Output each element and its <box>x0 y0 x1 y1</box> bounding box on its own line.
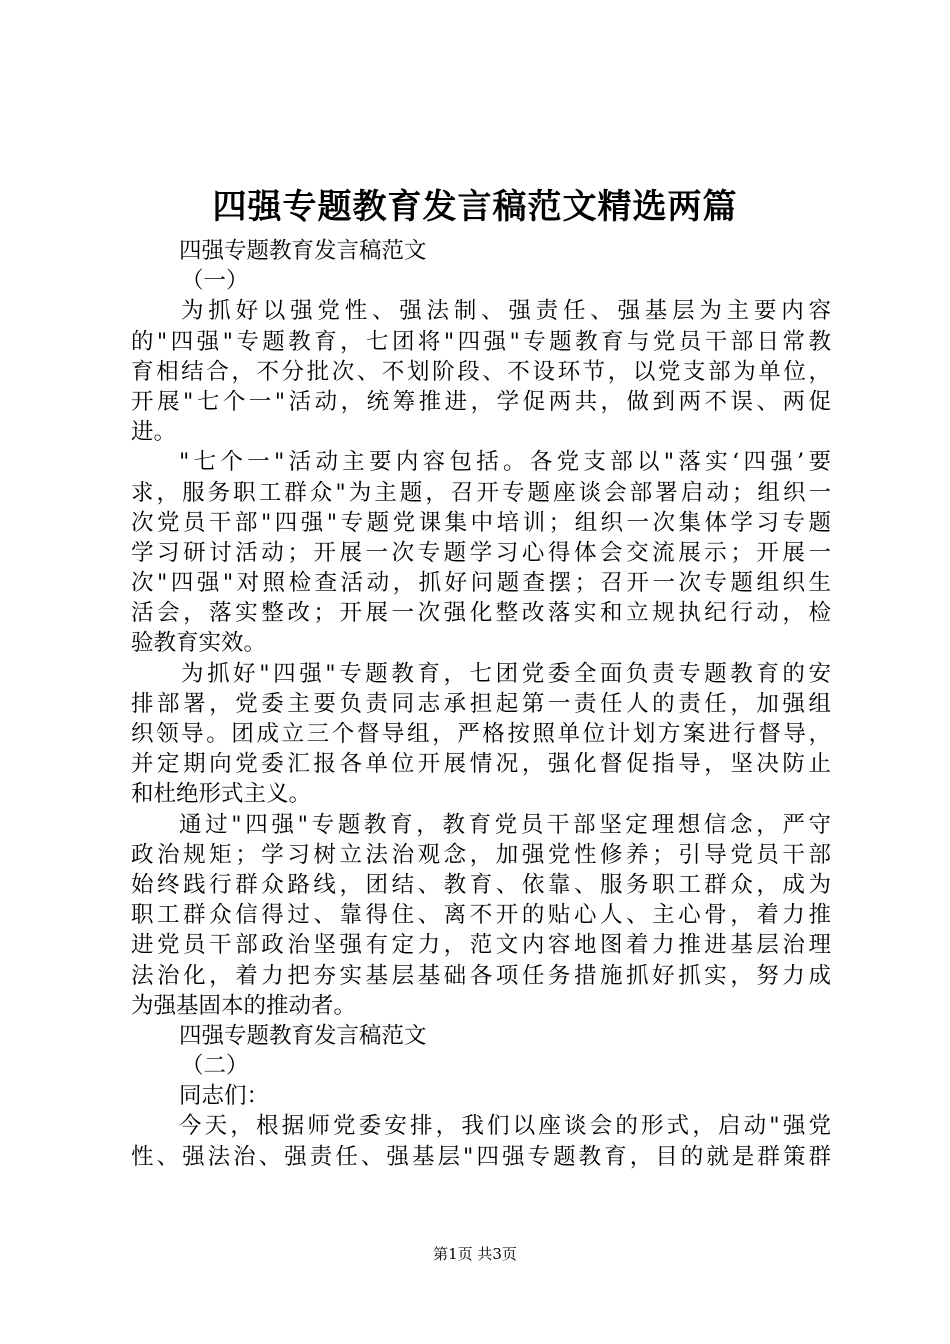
salutation: 同志们： <box>179 1083 270 1110</box>
text-line: 排部署，党委主要负责同志承担起第一责任人的责任，加强组 <box>131 690 831 717</box>
section-heading-1: 四强专题教育发言稿范文 <box>179 238 427 264</box>
text-line: 和杜绝形式主义。 <box>131 781 312 808</box>
text-line: 为抓好"四强"专题教育，七团党委全面负责专题教育的安 <box>181 660 831 687</box>
text-line: 政治规矩；学习树立法治观念，加强党性修养；引导党员干部 <box>131 841 831 868</box>
text-line: 职工群众信得过、靠得住、离不开的贴心人、主心骨，着力推 <box>131 902 831 929</box>
text-line: 织领导。团成立三个督导组，严格按照单位计划方案进行督导， <box>131 721 831 747</box>
text-line: 通过"四强"专题教育，教育党员干部坚定理想信念，严守 <box>179 811 831 838</box>
document-title: 四强专题教育发言稿范文精选两篇 <box>212 187 738 227</box>
section-number-1: （一） <box>181 268 249 295</box>
document-body <box>131 236 831 1172</box>
text-line: 的"四强"专题教育，七团将"四强"专题教育与党员干部日常教 <box>131 328 831 355</box>
text-line: 育相结合，不分批次、不划阶段、不设环节，以党支部为单位， <box>131 358 831 385</box>
text-line: 次党员干部"四强"专题党课集中培训；组织一次集体学习专题 <box>131 509 831 536</box>
text-line: 开展"七个一"活动，统筹推进，学促两共，做到两不误、两促 <box>131 388 831 415</box>
text-line: 进党员干部政治坚强有定力，范文内容地图着力推进基层治理 <box>131 932 831 959</box>
text-line: 验教育实效。 <box>131 630 267 657</box>
text-line: 始终践行群众路线，团结、教育、依靠、服务职工群众，成为 <box>131 871 831 898</box>
text-line: 为强基固本的推动者。 <box>131 992 357 1019</box>
text-line: 活会，落实整改；开展一次强化整改落实和立规执纪行动，检 <box>131 600 831 627</box>
text-line: 次"四强"对照检查活动，抓好问题查摆；召开一次专题组织生 <box>131 570 831 597</box>
section-number-2: （二） <box>181 1053 249 1080</box>
text-line: 并定期向党委汇报各单位开展情况，强化督促指导，坚决防止 <box>131 751 831 778</box>
text-line: 性、强法治、强责任、强基层"四强专题教育，目的就是群策群 <box>131 1143 831 1170</box>
text-line: 求，服务职工群众"为主题，召开专题座谈会部署启动；组织一 <box>131 479 831 506</box>
page-footer: 第1页 共3页 <box>433 1245 517 1263</box>
text-line: 学习研讨活动；开展一次专题学习心得体会交流展示；开展一 <box>131 539 831 566</box>
text-line: 今天，根据师党委安排，我们以座谈会的形式，启动"强党 <box>179 1113 831 1140</box>
text-line: "七个一"活动主要内容包括。各党支部以"落实‘四强’要 <box>179 449 831 476</box>
text-line: 法治化，着力把夯实基层基础各项任务措施抓好抓实，努力成 <box>131 962 831 989</box>
text-line: 进。 <box>131 419 177 446</box>
text-line: 为抓好以强党性、强法制、强责任、强基层为主要内容 <box>181 298 831 325</box>
section-heading-2: 四强专题教育发言稿范文 <box>179 1022 427 1049</box>
